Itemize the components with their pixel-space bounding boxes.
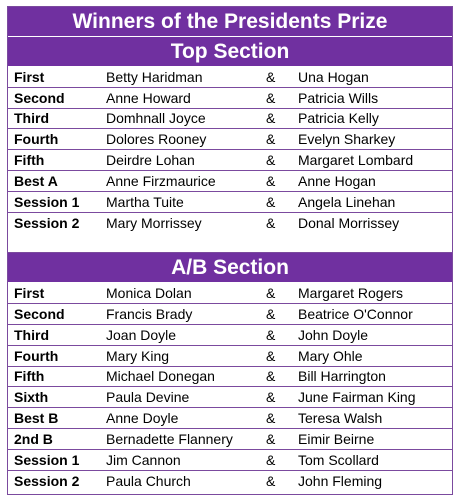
player1-cell: Betty Haridman: [106, 68, 203, 85]
table-row: [8, 408, 452, 429]
placing-cell: Best B: [14, 410, 59, 427]
ampersand-cell: &: [266, 89, 276, 106]
player2-cell: June Fairman King: [298, 389, 416, 406]
ampersand-cell: &: [266, 193, 276, 210]
ampersand-cell: &: [266, 285, 276, 302]
placing-cell: Best A: [14, 172, 58, 189]
player2-cell: Margaret Lombard: [298, 152, 414, 169]
placing-cell: Second: [14, 89, 65, 106]
player2-cell: Angela Linehan: [298, 193, 396, 210]
player1-cell: Monica Dolan: [106, 285, 192, 302]
player2-cell: Mary Ohle: [298, 347, 363, 364]
ampersand-cell: &: [266, 214, 276, 231]
placing-cell: Fourth: [14, 131, 59, 148]
ampersand-cell: &: [266, 451, 276, 468]
ampersand-cell: &: [266, 152, 276, 169]
table-title: Winners of the Presidents Prize: [8, 7, 452, 37]
placing-cell: First: [14, 68, 45, 85]
ampersand-cell: &: [266, 172, 276, 189]
player2-cell: Evelyn Sharkey: [298, 131, 396, 148]
player2-cell: Teresa Walsh: [298, 410, 383, 427]
top-section-rows: [8, 67, 452, 233]
table-row: [8, 283, 452, 304]
player2-cell: Eimir Beirne: [298, 430, 375, 447]
section-heading: A/B Section: [8, 253, 452, 283]
section-heading: Top Section: [8, 37, 452, 67]
placing-cell: Fifth: [14, 368, 45, 385]
table-row: [8, 213, 452, 234]
player2-cell: Una Hogan: [298, 68, 369, 85]
player1-cell: Martha Tuite: [106, 193, 184, 210]
ab-section-rows: [8, 283, 452, 491]
placing-cell: Second: [14, 306, 65, 323]
placing-cell: Sixth: [14, 389, 49, 406]
placing-cell: First: [14, 285, 45, 302]
placing-cell: Session 2: [14, 214, 80, 231]
player1-cell: Mary Morrissey: [106, 214, 202, 231]
player1-cell: Michael Donegan: [106, 368, 215, 385]
placing-cell: Session 1: [14, 193, 80, 210]
player2-cell: Tom Scollard: [298, 451, 379, 468]
player2-cell: John Fleming: [298, 472, 383, 489]
table-row: [8, 150, 452, 171]
player1-cell: Jim Cannon: [106, 451, 181, 468]
table-row: [8, 429, 452, 450]
player1-cell: Bernadette Flannery: [106, 430, 233, 447]
ampersand-cell: &: [266, 410, 276, 427]
player1-cell: Deirdre Lohan: [106, 152, 195, 169]
player1-cell: Dolores Rooney: [106, 131, 207, 148]
table-row: [8, 88, 452, 109]
table-row: [8, 129, 452, 150]
table-row: [8, 387, 452, 408]
top-section: [8, 37, 452, 233]
player1-cell: Anne Howard: [106, 89, 191, 106]
player1-cell: Joan Doyle: [106, 326, 177, 343]
ampersand-cell: &: [266, 347, 276, 364]
player1-cell: Anne Firzmaurice: [106, 172, 216, 189]
ampersand-cell: &: [266, 326, 276, 343]
section-spacer: [8, 233, 452, 253]
table-row: [8, 192, 452, 213]
table-row: [8, 471, 452, 492]
table-row: [8, 367, 452, 388]
table-row: [8, 67, 452, 88]
placing-cell: Fourth: [14, 347, 59, 364]
player2-cell: Margaret Rogers: [298, 285, 404, 302]
ampersand-cell: &: [266, 368, 276, 385]
table-row: [8, 171, 452, 192]
placing-cell: Fifth: [14, 152, 45, 169]
placing-cell: Session 1: [14, 451, 80, 468]
placing-cell: Session 2: [14, 472, 80, 489]
player1-cell: Domhnall Joyce: [106, 110, 206, 127]
table-row: [8, 109, 452, 130]
placing-cell: Third: [14, 110, 49, 127]
ampersand-cell: &: [266, 472, 276, 489]
player2-cell: Donal Morrissey: [298, 214, 400, 231]
player2-cell: Patricia Kelly: [298, 110, 379, 127]
player1-cell: Anne Doyle: [106, 410, 179, 427]
ampersand-cell: &: [266, 306, 276, 323]
player1-cell: Mary King: [106, 347, 170, 364]
player1-cell: Francis Brady: [106, 306, 193, 323]
table-row: [8, 325, 452, 346]
ab-section: [8, 253, 452, 491]
player2-cell: Bill Harrington: [298, 368, 386, 385]
player2-cell: Anne Hogan: [298, 172, 376, 189]
player2-cell: Beatrice O'Connor: [298, 306, 413, 323]
placing-cell: 2nd B: [14, 430, 53, 447]
table-row: [8, 304, 452, 325]
player1-cell: Paula Church: [106, 472, 191, 489]
ampersand-cell: &: [266, 131, 276, 148]
ampersand-cell: &: [266, 389, 276, 406]
ampersand-cell: &: [266, 110, 276, 127]
placing-cell: Third: [14, 326, 49, 343]
player1-cell: Paula Devine: [106, 389, 190, 406]
player2-cell: Patricia Wills: [298, 89, 379, 106]
ampersand-cell: &: [266, 430, 276, 447]
player2-cell: John Doyle: [298, 326, 369, 343]
table-row: [8, 450, 452, 471]
prize-winners-table: [7, 6, 453, 495]
ampersand-cell: &: [266, 68, 276, 85]
table-row: [8, 346, 452, 367]
